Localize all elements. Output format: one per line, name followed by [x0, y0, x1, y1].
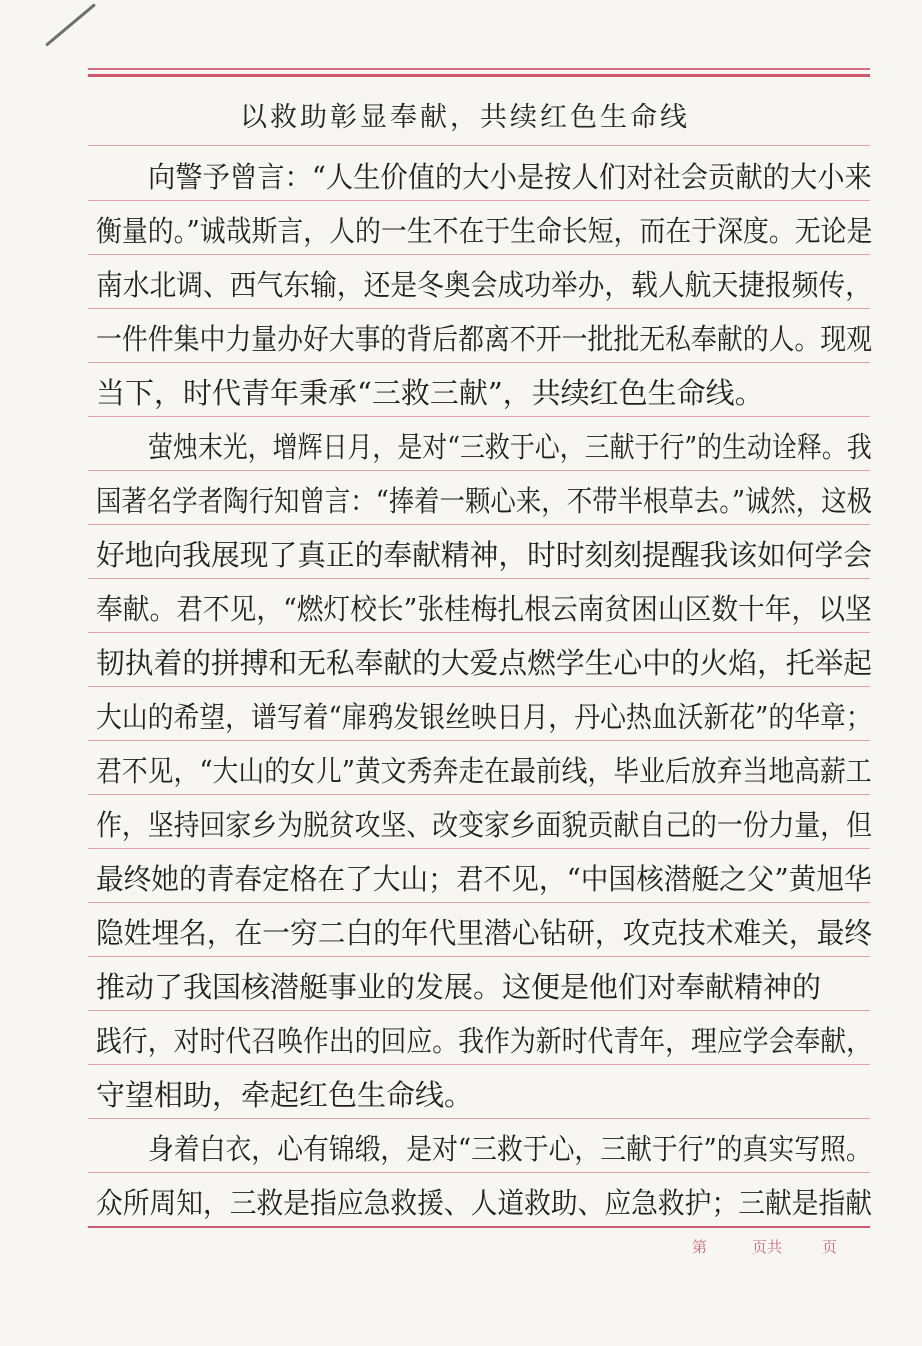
text-line: 向警予曾言：“人生价值的大小是按人们对社会贡献的大小来: [148, 160, 872, 194]
text-line: 君不见，“大山的女儿”黄文秀奔走在最前线，毕业后放弃当地高薪工: [96, 754, 872, 788]
text-line: 推动了我国核潜艇事业的发展。这便是他们对奉献精神的: [96, 970, 822, 1004]
text-line: 国著名学者陶行知曾言：“捧着一颗心来，不带半根草去。”诚然，这极: [96, 484, 873, 518]
text-line: 践行，对时代召唤作出的回应。我作为新时代青年，理应学会奉献，: [96, 1024, 873, 1058]
essay-title: 以救助彰显奉献，共续红色生命线: [240, 102, 690, 133]
text-line: 当下，时代青年秉承“三救三献”，共续红色生命线。: [96, 376, 764, 410]
text-line: 南水北调、西气东输，还是冬奥会成功举办，载人航天捷报频传，: [96, 268, 873, 302]
text-line: 最终她的青春定格在了大山；君不见，“中国核潜艇之父”黄旭华: [96, 862, 872, 896]
text-line: 萤烛末光，增辉日月，是对“三救于心，三献于行”的生动诠释。我: [148, 430, 872, 464]
text-line: 守望相助，牵起红色生命线。: [96, 1078, 474, 1112]
footer-page-prefix: 第: [692, 1238, 708, 1256]
text-line: 大山的希望，谱写着“扉鸦发银丝映日月，丹心热血沃新花”的华章；: [96, 700, 872, 734]
text-line: 隐姓埋名，在一穷二白的年代里潜心钻研，攻克技术难关，最终: [96, 916, 873, 950]
footer-page-suffix: 页: [822, 1238, 838, 1256]
text-line: 衡量的。”诚哉斯言，人的一生不在于生命长短，而在于深度。无论是: [96, 214, 873, 248]
text-line: 韧执着的拼搏和无私奉献的大爱点燃学生心中的火焰，托举起: [96, 646, 873, 680]
text-line: 好地向我展现了真正的奉献精神，时时刻刻提醒我该如何学会: [96, 538, 873, 572]
text-line: 身着白衣，心有锦缎，是对“三救于心，三献于行”的真实写照。: [148, 1132, 872, 1166]
footer-page-of: 页共: [752, 1238, 783, 1256]
text-line: 奉献。君不见，“燃灯校长”张桂梅扎根云南贫困山区数十年，以坚: [96, 592, 872, 626]
text-line: 众所周知，三救是指应急救援、人道救助、应急救护；三献是指献: [96, 1186, 873, 1220]
text-line: 作，坚持回家乡为脱贫攻坚、改变家乡面貌贡献自己的一份力量，但: [96, 808, 873, 842]
text-line: 一件件集中力量办好大事的背后都离不开一批批无私奉献的人。现观: [96, 322, 873, 356]
